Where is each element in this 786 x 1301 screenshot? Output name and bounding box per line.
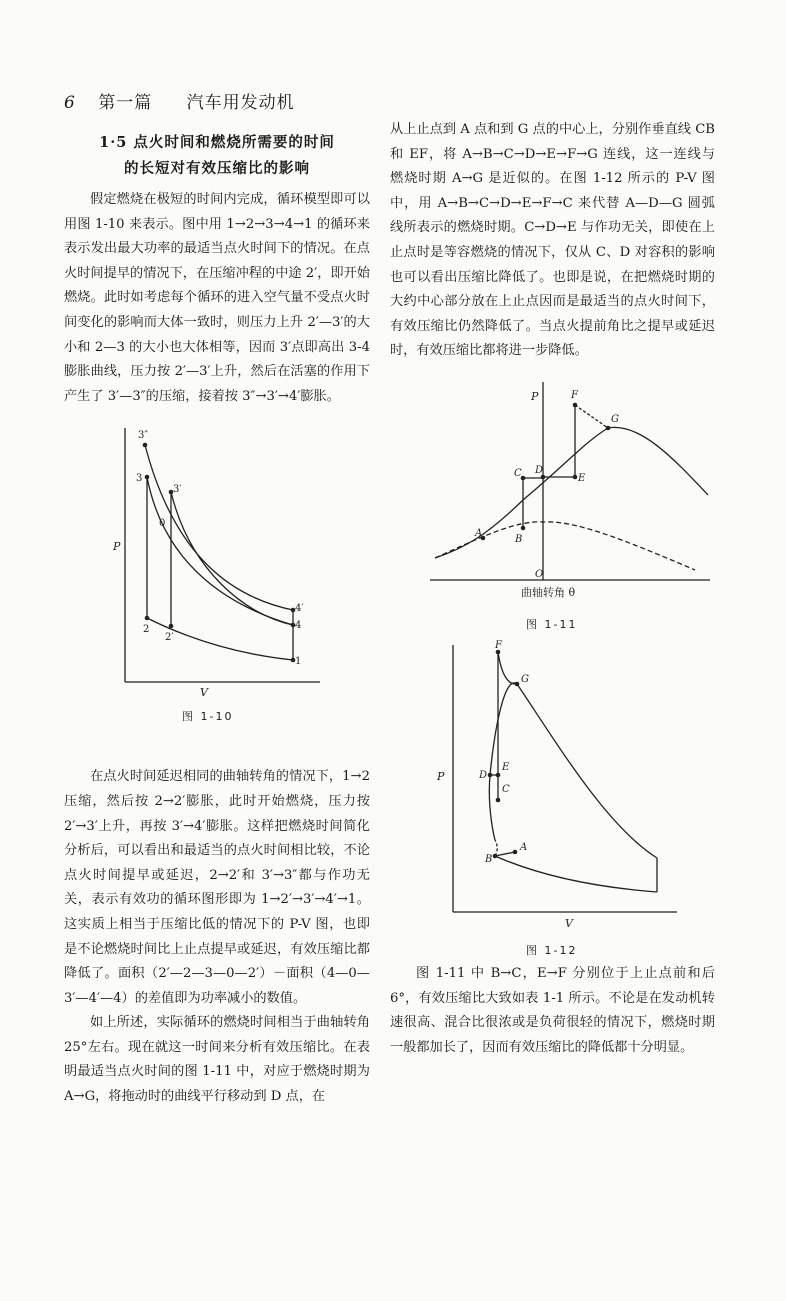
- fig11-ylabel: P: [531, 390, 539, 403]
- fig12-xlabel: V: [565, 917, 573, 930]
- fig10-point-3: 3: [136, 473, 143, 484]
- running-title: 汽车用发动机: [186, 93, 295, 113]
- fig12-point-F: F: [495, 640, 502, 651]
- fig10-point-0: 0: [159, 518, 166, 529]
- right-paragraph-2: 图 1-11 中 B→C，E→F 分别位于上止点前和后 6°，有效压缩比大致如表 1-1 所示。不论是在发动机转速很高、混合比很浓或是负荷很轻的情况下，燃烧时期一般都加长了，因而有效压缩比的降低都十分明显。: [390, 966, 715, 1055]
- fig12-point-G: G: [521, 674, 529, 685]
- fig12-point-C: C: [502, 784, 510, 795]
- figure-1-12: [425, 640, 685, 930]
- section-heading-line1: 1·5 点火时间和燃烧所需要的时间: [99, 134, 335, 151]
- right-column: [390, 118, 715, 364]
- page-number: 6: [64, 93, 76, 113]
- fig12-caption: 图 1-12: [526, 944, 578, 957]
- right-paragraph-1: 从上止点到 A 点和到 G 点的中心上，分别作垂直线 CB 和 EF，将 A→B→C→D→E→F→G 连线，这一连线与燃烧时期 A→G 是近似的。在图 1-12 所示的 P-V 图中，用 A→B→C→D→E→F→C 来代替 A—D—G 圆弧线所表示的燃烧时期。C→D→E 与作功无关，即使在上止点时是等容燃烧的情况下，仅从 C、D 对容积的影响也可以看出压缩比降低了。也即是说，在把燃烧时期的大约中心部分放在上止点因而是最适当的点火时间下，有效压缩比仍然降低了。当点火提前角比之提早或延迟时，有效压缩比都将进一步降低。: [390, 122, 715, 359]
- left-paragraph-3: 如上所述，实际循环的燃烧时间相当于曲轴转角 25°左右。现在就这一时间来分析有效压缩比。在表明最适当点火时间的图 1-11 中，对应于燃烧时期为 A→G，将拖动时的曲线平行移动到 D 点，在: [64, 1015, 370, 1105]
- fig10-point-3d: 3′: [173, 484, 182, 495]
- fig11-point-O: O: [535, 569, 544, 580]
- part-label: 第一篇: [98, 93, 153, 113]
- fig12-point-A: A: [520, 842, 528, 853]
- fig11-point-D: D: [535, 465, 544, 476]
- fig11-caption: 图 1-11: [526, 618, 578, 631]
- left-paragraph-2: 在点火时间延迟相同的曲轴转角的情况下，1→2 压缩，然后按 2→2′膨胀，此时开始燃烧，压力按 2′→3′上升，再按 3′→4′膨胀。这样把燃烧时间简化分析后，可以看出和最适当的点火时间相比较，不论点火时间提早或延迟，2→2′和 3′→3″都与作功无关，表示有效功的循环图形即为 1→2′→3′→4′→1。这实质上相当于压缩比低的情况下的 P-V 图，也即是不论燃烧时间比上止点提早或延迟，有效压缩比都降低了。面积（2′—2—3—0—2′）－面积（4—0—3′—4′—4）的差值即为功率减小的数值。: [64, 769, 370, 1006]
- section-heading: [64, 130, 370, 182]
- fig11-xlabel: 曲轴转角 θ: [521, 586, 576, 599]
- fig10-caption: 图 1-10: [182, 710, 234, 723]
- fig10-ylabel: P: [113, 540, 121, 553]
- fig11-point-F: F: [571, 390, 578, 401]
- fig10-point-1: 1: [295, 656, 302, 667]
- fig11-point-C: C: [514, 468, 522, 479]
- fig10-point-3dd: 3″: [138, 430, 149, 441]
- fig12-point-B: B: [485, 854, 493, 865]
- figure-1-10: [95, 420, 330, 705]
- fig10-point-4d: 4′: [295, 603, 304, 614]
- page-header: [64, 88, 295, 113]
- right-column-lower: [390, 962, 715, 1060]
- fig10-point-4: 4: [295, 620, 302, 631]
- fig10-point-2: 2: [143, 624, 150, 635]
- fig11-point-G: G: [611, 414, 619, 425]
- fig12-ylabel: P: [437, 770, 445, 783]
- fig10-point-2d: 2′: [165, 632, 174, 643]
- fig11-point-E: E: [578, 473, 586, 484]
- fig10-xlabel: V: [200, 686, 208, 699]
- fig12-point-D: D: [479, 770, 488, 781]
- fig11-point-A: A: [475, 528, 483, 539]
- section-heading-line2: 的长短对有效压缩比的影响: [124, 160, 310, 177]
- fig12-point-E: E: [502, 762, 510, 773]
- figure-1-11: [425, 380, 715, 605]
- fig11-point-B: B: [515, 534, 523, 545]
- left-paragraph-1: 假定燃烧在极短的时间内完成，循环模型即可以用图 1-10 来表示。图中用 1→2→3→4→1 的循环来表示发出最大功率的最适当点火时间下的情况。在点火时间提早的情况下，在压缩冲程的中途 2′，即开始燃烧。此时如考虑每个循环的进入空气量不受点火时间变化的影响而大体一致时，则压力上升 2′—3′的大小和 2—3 的大小也大体相等，因而 3′点即高出 3-4 膨胀曲线，压力按 2′—3′上升，然后在活塞的作用下产生了 3′—3″的压缩，接着按 3″→3′→4′膨胀。: [64, 192, 370, 404]
